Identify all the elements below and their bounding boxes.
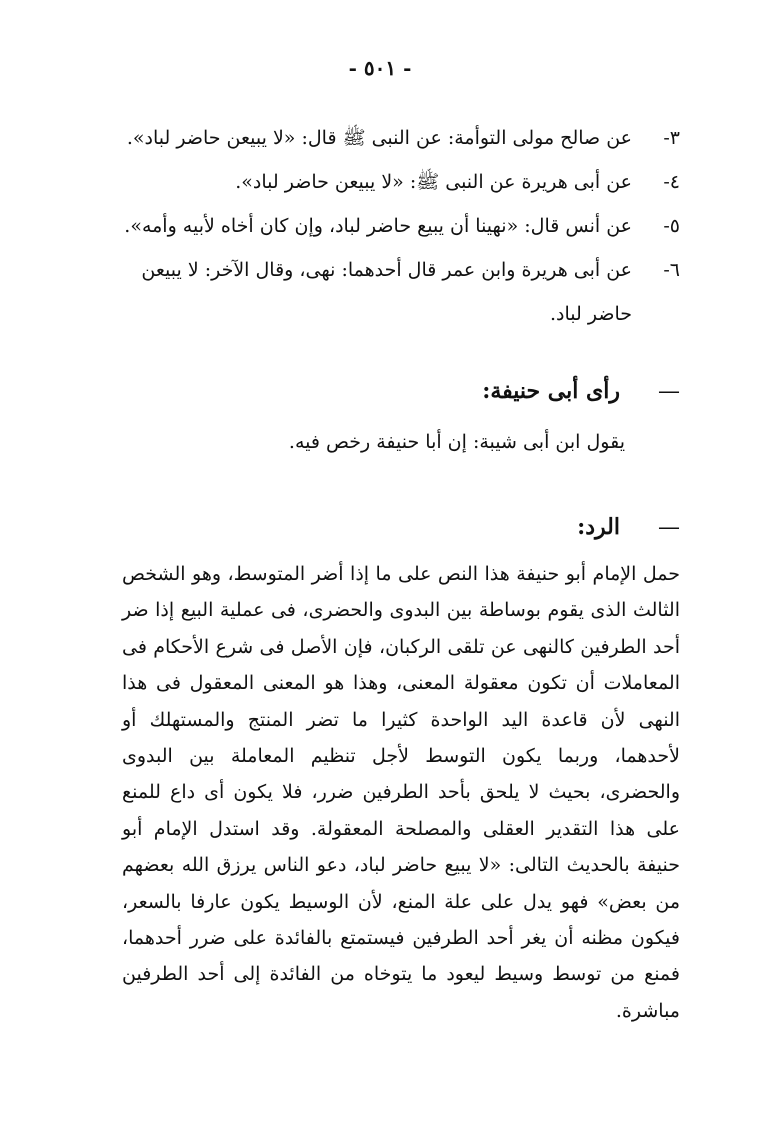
heading-dash: — [658,379,680,404]
radd-heading [110,514,680,540]
hadith-number: ٣- [663,127,680,149]
hadith-item-4 [110,160,680,204]
hadith-text: عن أبى هريرة عن النبى ﷺ: «لا يبيعن حاضر لباد». [235,171,632,193]
abu-hanifa-heading [110,378,680,404]
abu-hanifa-text: يقول ابن أبى شيبة: إن أبا حنيفة رخص فيه. [288,431,625,453]
radd-paragraph: حمل الإمام أبو حنيفة هذا النص على ما إذا أضر المتوسط، وهو الشخص الثالث الذى يقوم بوساطة بين البدوى والحضرى، فى عملية البيع إذا ضر أحد الطرفين كالنهى عن تلقى الركبان، فإن الأصل فى شرع الأحكام فى المعاملات أن تكون معقولة المعنى، وهذا هو المعنى المعقول فى هذا النهى لأن قاعدة اليد الواحدة كثيرا ما تضر المنتج والمستهلك أو لأحدهما، وربما يكون التوسط لأجل تنظيم المعاملة بين البدوى والحضرى، بحيث لا يلحق بأحد الطرفين ضرر، فلا يكون أى داع للمنع على هذا التقدير العقلى والمصلحة المعقولة. وقد استدل الإمام أبو حنيفة بالحديث التالى: «لا يبيع حاضر لباد، دعو الناس يرزق الله بعضهم من بعض» فهو يدل على علة المنع، لأن الوسيط يكون عارفا بالسعر، فيكون مظنه أن يغر أحد الطرفين فيستمتع بالفائدة على ضرر أحدهما، فمنع من توسط وسيط ليعود ما يتوخاه من الفائدة إلى أحد الطرفين مباشرة. [122,563,680,1022]
radd-heading-text: الرد: [577,514,620,540]
hadith-item-5 [110,204,680,248]
hadith-item-6 [110,248,680,336]
hadith-item-3 [110,116,680,160]
hadith-number: ٦- [663,259,680,281]
heading-dash: — [658,515,680,540]
hadith-text: عن صالح مولى التوأمة: عن النبى ﷺ قال: «لا يبيعن حاضر لباد». [126,127,632,149]
hadith-list [110,116,680,336]
hadith-text: عن أبى هريرة وابن عمر قال أحدهما: نهى، وقال الآخر: لا يبيعن حاضر لباد. [141,259,632,325]
page-number: - ٥٠١ - [348,56,412,80]
hadith-number: ٤- [663,171,680,193]
hadith-number: ٥- [663,215,680,237]
abu-hanifa-heading-text: رأى أبى حنيفة: [482,378,620,404]
hadith-text: عن أنس قال: «نهينا أن يبيع حاضر لباد، وإن كان أخاه لأبيه وأمه». [124,215,632,237]
